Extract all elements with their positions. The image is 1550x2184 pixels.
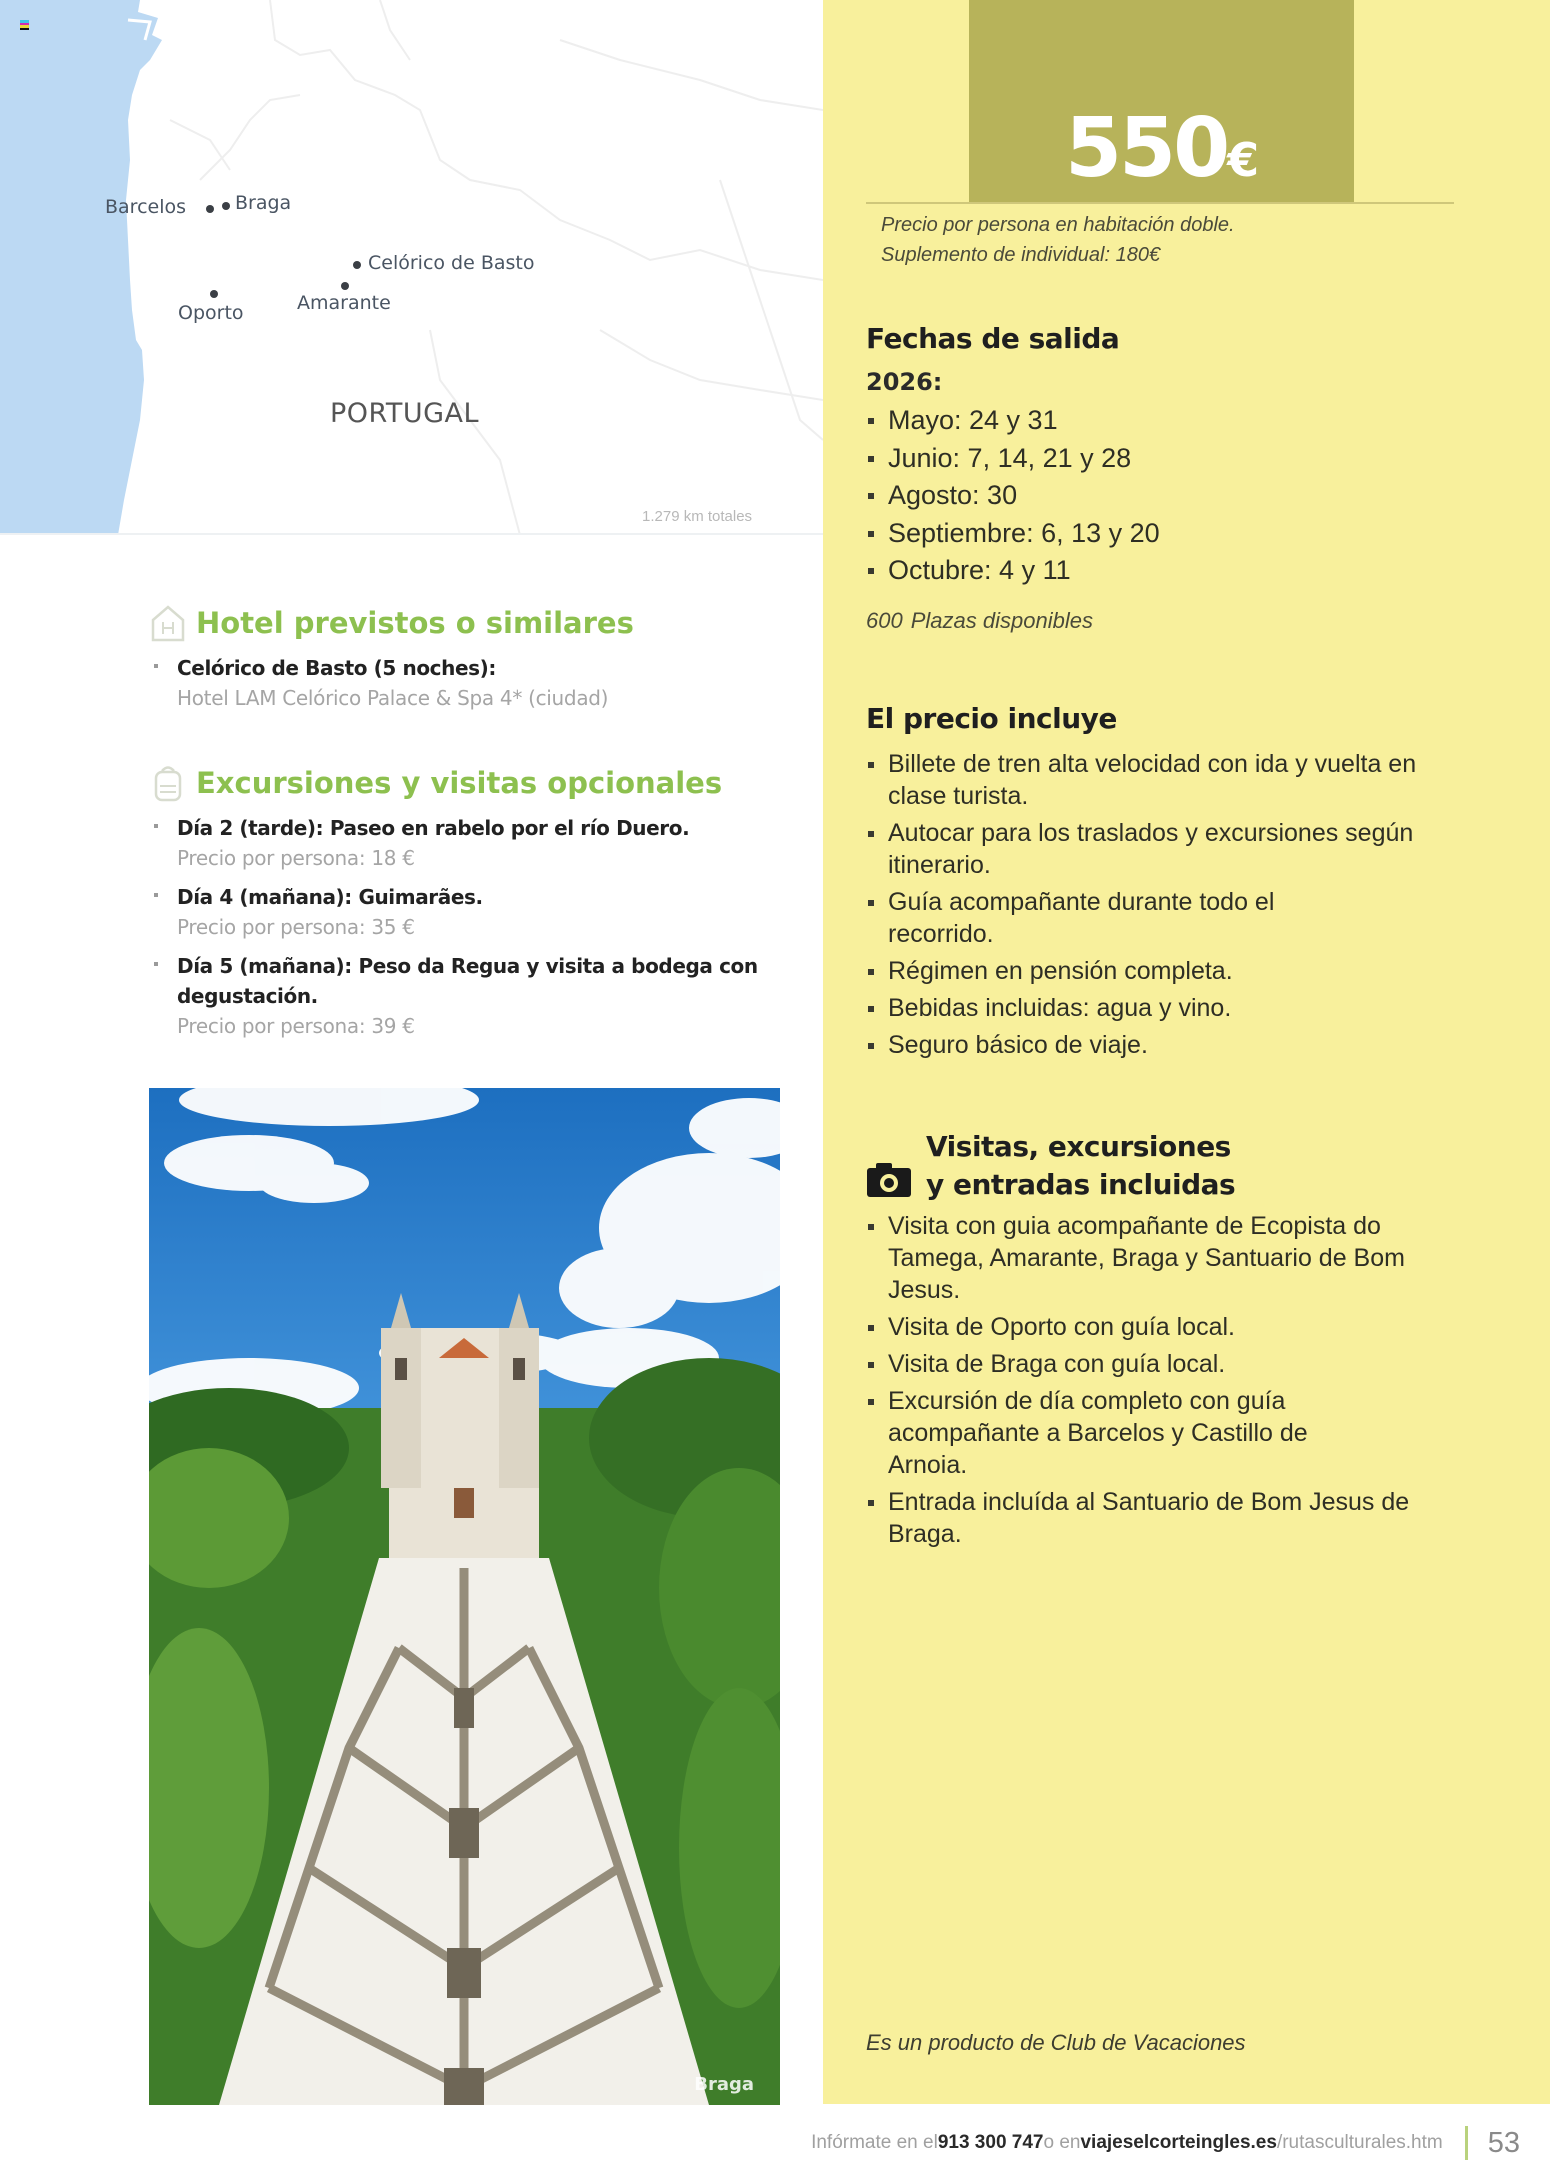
price-includes-list xyxy=(866,748,1466,1061)
product-note: Es un producto de Club de Vacaciones xyxy=(866,2030,1246,2055)
included-visits-title-line1: Visitas, excursiones xyxy=(926,1130,1231,1163)
list-item xyxy=(150,813,790,873)
price-value: 550 xyxy=(1065,101,1228,196)
list-item: Entrada incluída al Santuario de Bom Jesus de Braga. xyxy=(866,1486,1456,1550)
map-distance-note: 1.279 km totales xyxy=(642,508,753,525)
photo-caption: Braga xyxy=(694,2074,754,2095)
price-note xyxy=(881,210,1235,270)
departure-dates-list xyxy=(866,402,1160,590)
list-item: Visita de Braga con guía local. xyxy=(866,1348,1456,1380)
list-item: Billete de tren alta velocidad con ida y vuelta en clase turista. xyxy=(866,748,1466,812)
list-item: Mayo: 24 y 31 xyxy=(866,402,1160,440)
list-item xyxy=(150,951,790,1041)
footer-divider xyxy=(1465,2126,1468,2160)
list-item: Visita con guia acompañante de Ecopista do Tamega, Amarante, Braga y Santuario de Bom Jesus. xyxy=(866,1210,1426,1306)
seats-available xyxy=(866,608,1093,634)
hotels-section-title xyxy=(150,604,634,642)
hotel-name: Hotel LAM Celórico Palace & Spa 4* (ciudad) xyxy=(177,686,609,710)
departure-year: 2026: xyxy=(866,368,943,396)
backpack-icon xyxy=(150,764,186,802)
map-dot-celorico xyxy=(353,261,361,269)
included-visits-title xyxy=(866,1128,1235,1204)
list-item: Guía acompañante durante todo el recorrido. xyxy=(866,886,1326,950)
map-label-amarante: Amarante xyxy=(297,292,391,314)
map-label-celorico: Celórico de Basto xyxy=(368,252,535,274)
hotels-list xyxy=(150,653,790,713)
excursion-price: Precio por persona: 18 € xyxy=(177,846,415,870)
departure-dates-title: Fechas de salida xyxy=(866,322,1120,355)
list-item: Visita de Oporto con guía local. xyxy=(866,1311,1456,1343)
list-item: Bebidas incluidas: agua y vino. xyxy=(866,992,1466,1024)
footer-phone[interactable]: 913 300 747 xyxy=(937,2132,1044,2153)
footer-prefix: Infórmate en el xyxy=(811,2132,938,2153)
footer-site-path[interactable]: /rutasculturales.htm xyxy=(1276,2132,1443,2153)
seats-label: Plazas disponibles xyxy=(910,608,1093,633)
print-color-mark xyxy=(20,20,29,30)
map-dot-oporto xyxy=(210,290,218,298)
price-divider xyxy=(866,202,1454,204)
hotel-location: Celórico de Basto (5 noches): xyxy=(177,656,496,680)
page-footer xyxy=(640,2126,1520,2160)
price-includes-title: El precio incluye xyxy=(866,702,1117,735)
map-label-braga: Braga xyxy=(235,192,292,214)
excursion-label: Día 4 (mañana): Guimarães. xyxy=(177,885,483,909)
page-number: 53 xyxy=(1487,2126,1520,2159)
optional-excursions-title-text: Excursiones y visitas opcionales xyxy=(196,766,723,800)
list-item: Octubre: 4 y 11 xyxy=(866,552,1160,590)
excursion-price: Precio por persona: 35 € xyxy=(177,915,415,939)
map-country-label: PORTUGAL xyxy=(330,398,480,429)
excursion-price: Precio por persona: 39 € xyxy=(177,1014,415,1038)
price-note-double-room: Precio por persona en habitación doble. xyxy=(881,214,1235,236)
price-currency: € xyxy=(1227,133,1260,187)
map-dot-braga xyxy=(222,202,230,210)
map-label-barcelos: Barcelos xyxy=(105,196,187,218)
list-item: Septiembre: 6, 13 y 20 xyxy=(866,515,1160,553)
hotels-title-text: Hotel previstos o similares xyxy=(196,606,634,640)
list-item: Autocar para los traslados y excursiones según itinerario. xyxy=(866,817,1426,881)
map-dot-amarante xyxy=(341,282,349,290)
bom-jesus-photo xyxy=(149,1088,780,2105)
footer-site-link[interactable]: viajeselcorteingles.es xyxy=(1080,2132,1277,2153)
list-item: Régimen en pensión completa. xyxy=(866,955,1466,987)
price-note-single-supplement: Suplemento de individual: 180€ xyxy=(881,244,1161,266)
seats-count: 600 xyxy=(866,608,903,633)
list-item: Seguro básico de viaje. xyxy=(866,1029,1466,1061)
excursion-label: Día 5 (mañana): Peso da Regua y visita a bodega con degustación. xyxy=(177,954,758,1008)
included-visits-title-line2: y entradas incluidas xyxy=(926,1168,1236,1201)
list-item xyxy=(150,653,790,713)
list-item: Agosto: 30 xyxy=(866,477,1160,515)
map-label-oporto: Oporto xyxy=(178,302,244,324)
photo-illustration xyxy=(149,1088,780,2105)
footer-middle: o en xyxy=(1043,2132,1081,2153)
hotel-house-icon xyxy=(150,604,186,642)
map-dot-barcelos xyxy=(206,205,214,213)
list-item: Excursión de día completo con guía acompañante a Barcelos y Castillo de Arnoia. xyxy=(866,1385,1366,1481)
camera-icon xyxy=(866,1162,912,1198)
included-visits-list xyxy=(866,1210,1456,1550)
list-item xyxy=(150,882,790,942)
list-item: Junio: 7, 14, 21 y 28 xyxy=(866,440,1160,478)
excursion-label: Día 2 (tarde): Paseo en rabelo por el río Duero. xyxy=(177,816,690,840)
route-map xyxy=(0,0,823,535)
optional-excursions-title xyxy=(150,764,722,802)
price-amount xyxy=(1065,101,1260,196)
optional-excursions-list xyxy=(150,813,790,1041)
